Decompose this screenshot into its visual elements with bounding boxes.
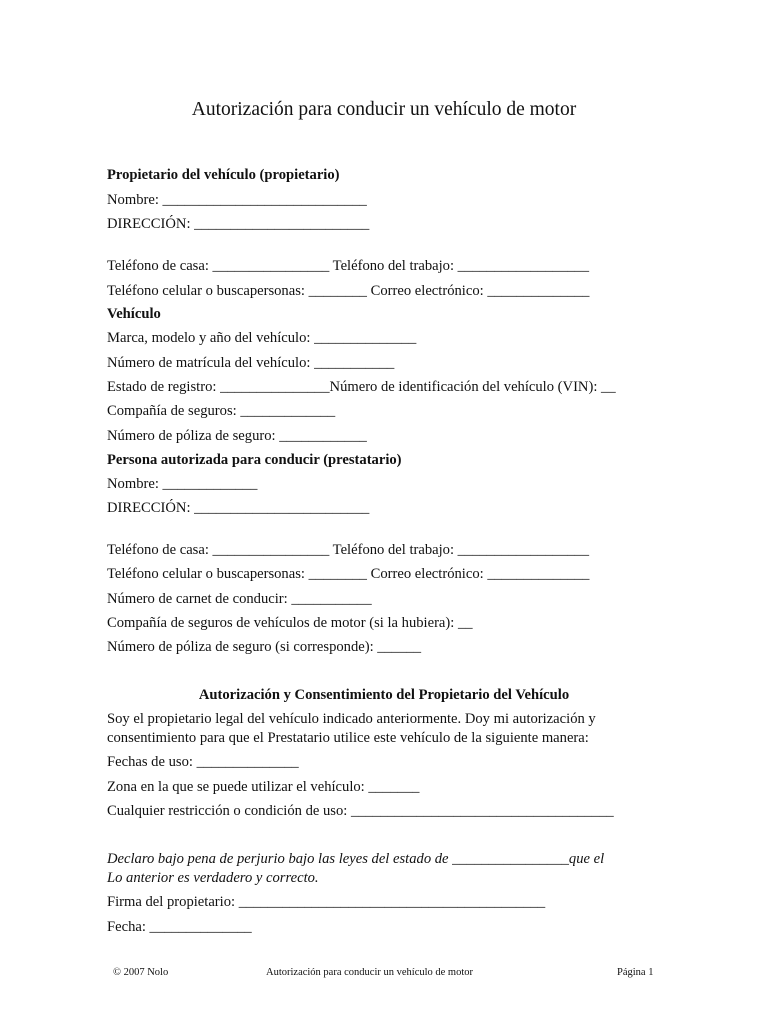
consent-paragraph-line-1: Soy el propietario legal del vehículo indicado anteriormente. Doy mi autorización y (107, 711, 596, 727)
borrower-phones-field: Teléfono de casa: ________________ Teléfono del trabajo: __________________ (107, 542, 590, 558)
borrower-heading: Persona autorizada para conducir (prestatario) (107, 452, 402, 468)
vehicle-insurer-field: Compañía de seguros: _____________ (107, 403, 336, 419)
owner-heading: Propietario del vehículo (propietario) (107, 167, 340, 183)
consent-heading: Autorización y Consentimiento del Propietario del Vehículo (198, 687, 570, 703)
vehicle-registration-vin-field: Estado de registro: _______________Número de identificación del vehículo (VIN): __ (107, 379, 616, 395)
borrower-address-field: DIRECCIÓN: ________________________ (107, 500, 370, 516)
borrower-license-field: Número de carnet de conducir: ___________ (107, 591, 372, 607)
consent-paragraph-line-2: consentimiento para que el Prestatario utilice este vehículo de la siguiente manera: (107, 730, 589, 746)
borrower-name-field: Nombre: _____________ (107, 476, 258, 492)
signature-date-field: Fecha: ______________ (107, 919, 252, 935)
footer-page-number: Página 1 (617, 967, 654, 978)
usage-restrictions-field: Cualquier restricción o condición de uso: ____________________________________ (107, 803, 614, 819)
footer-copyright: © 2007 Nolo (113, 967, 169, 978)
declaration-line-2: Lo anterior es verdadero y correcto. (107, 870, 319, 886)
footer-title: Autorización para conducir un vehículo de motor (266, 967, 474, 978)
borrower-policy-field: Número de póliza de seguro (si corresponde): ______ (107, 639, 422, 655)
owner-signature-field: Firma del propietario: __________________________________________ (107, 894, 546, 910)
declaration-line-1: Declaro bajo pena de perjurio bajo las leyes del estado de ________________que el (107, 851, 605, 867)
vehicle-plate-field: Número de matrícula del vehículo: ___________ (107, 355, 395, 371)
usage-zone-field: Zona en la que se puede utilizar el vehículo: _______ (107, 779, 420, 795)
document-title: Autorización para conducir un vehículo de motor (191, 99, 577, 120)
borrower-insurer-field: Compañía de seguros de vehículos de motor (si la hubiera): __ (107, 615, 473, 631)
owner-cell-email-field: Teléfono celular o buscapersonas: ________ Correo electrónico: ______________ (107, 283, 590, 299)
vehicle-make-model-year-field: Marca, modelo y año del vehículo: ______________ (107, 330, 417, 346)
vehicle-heading: Vehículo (107, 306, 161, 322)
owner-address-field: DIRECCIÓN: ________________________ (107, 216, 370, 232)
usage-dates-field: Fechas de uso: ______________ (107, 754, 299, 770)
owner-phones-field: Teléfono de casa: ________________ Teléfono del trabajo: __________________ (107, 258, 590, 274)
borrower-cell-email-field: Teléfono celular o buscapersonas: ________ Correo electrónico: ______________ (107, 566, 590, 582)
owner-name-field: Nombre: ____________________________ (107, 192, 367, 208)
vehicle-policy-field: Número de póliza de seguro: ____________ (107, 428, 367, 444)
